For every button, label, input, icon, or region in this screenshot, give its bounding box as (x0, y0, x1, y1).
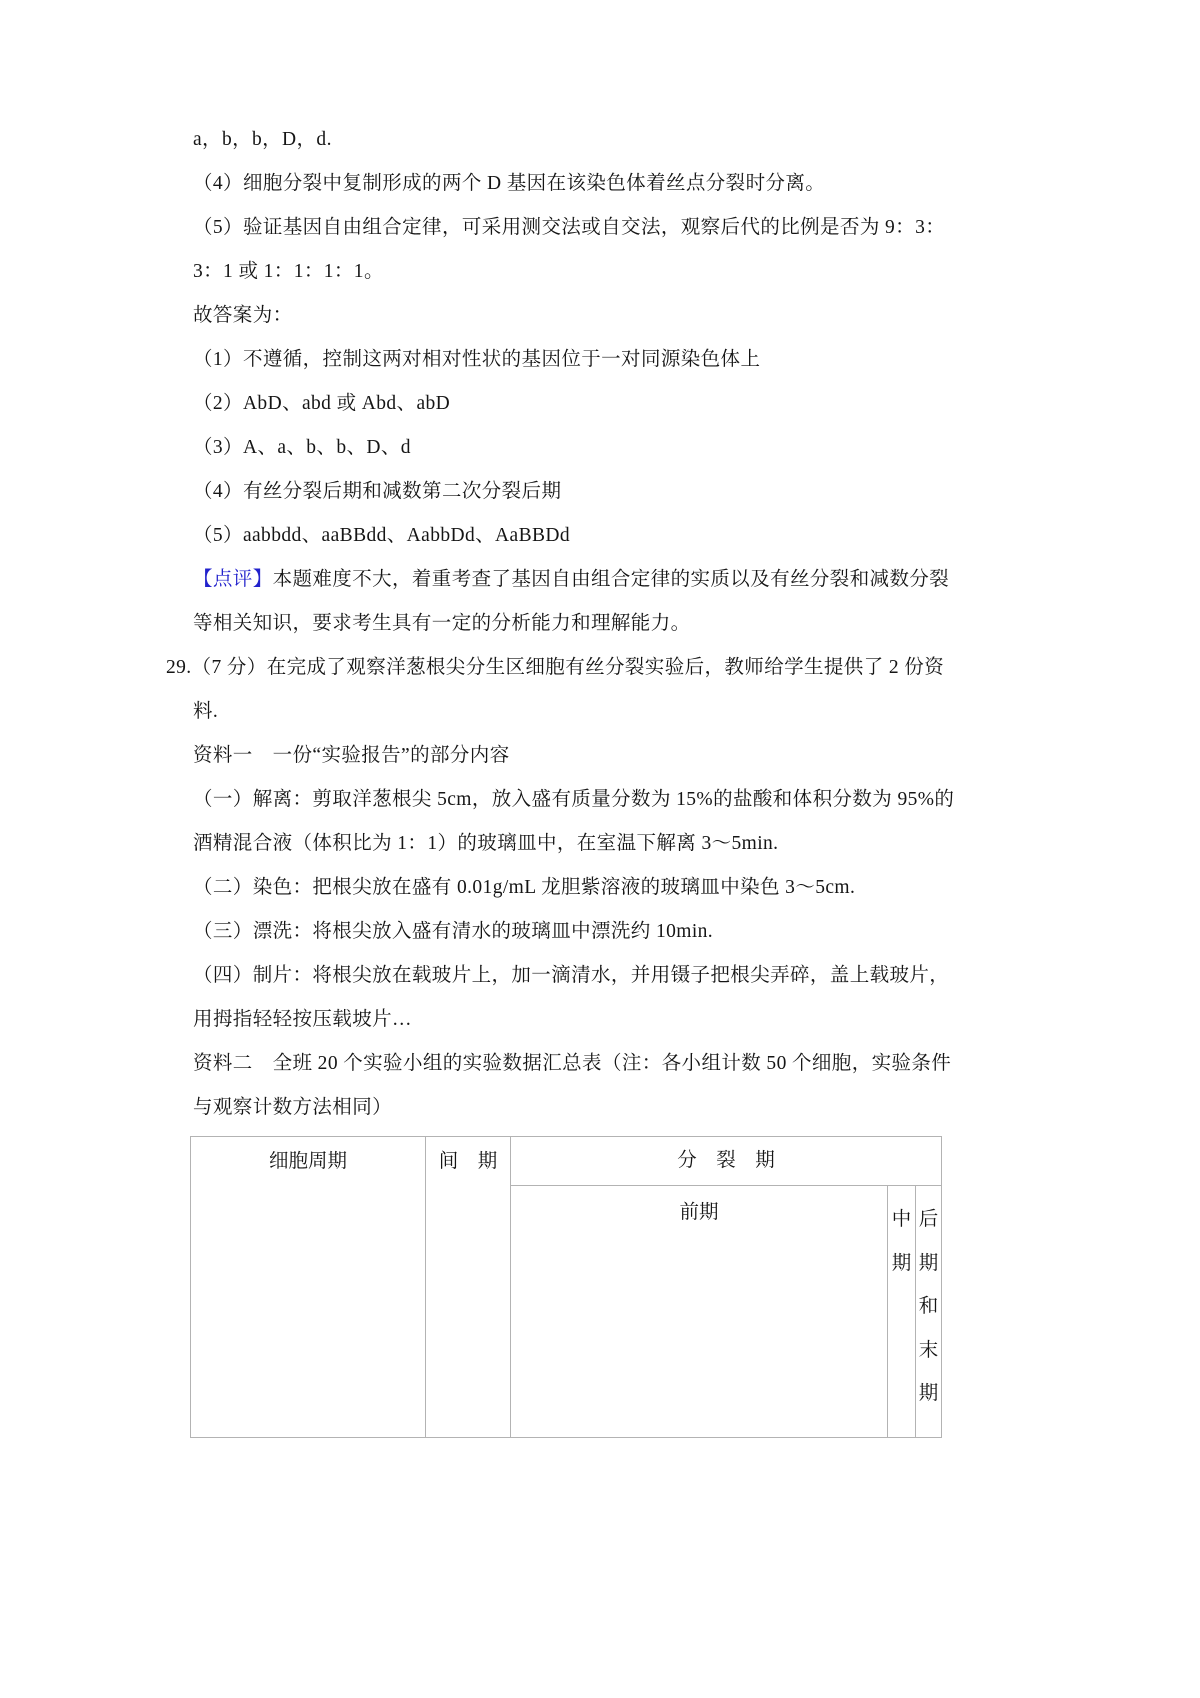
text-line (193, 602, 1033, 646)
text-line (166, 646, 1033, 690)
text-run: （3）A、a、b、b、D、d (193, 437, 411, 458)
dianping-label: 【点评】 (193, 569, 273, 590)
text-run: 资料一 一份“实验报告”的部分内容 (193, 745, 510, 766)
text-line (193, 1086, 1033, 1130)
text-line (193, 382, 1033, 426)
text-line (193, 910, 1033, 954)
text-run: 资料二 全班 20 个实验小组的实验数据汇总表（注：各小组计数 50 个细胞，实验条件 (193, 1053, 952, 1074)
text-line (193, 426, 1033, 470)
prophase-header: 前期 (511, 1186, 888, 1438)
interphase-header: 间 期 (426, 1137, 511, 1438)
text-line (193, 954, 1033, 998)
text-run: 酒精混合液（体积比为 1：1）的玻璃皿中，在室温下解离 3～5min. (193, 833, 779, 854)
text-run: 与观察计数方法相同） (193, 1097, 393, 1118)
text-line (193, 734, 1033, 778)
text-run: （二）染色：把根尖放在盛有 0.01g/mL 龙胆紫溶液的玻璃皿中染色 3～5cm. (193, 877, 856, 898)
text-run: 本题难度不大，着重考查了基因自由组合定律的实质以及有丝分裂和减数分裂 (272, 569, 950, 590)
text-run: （4）有丝分裂后期和减数第二次分裂后期 (193, 481, 562, 502)
text-line (193, 998, 1033, 1042)
text-run: （四）制片：将根尖放在载玻片上，加一滴清水，并用镊子把根尖弄碎，盖上载玻片， (193, 965, 950, 986)
text-run: （4）细胞分裂中复制形成的两个 D 基因在该染色体着丝点分裂时分离。 (193, 173, 826, 194)
text-line (193, 558, 1033, 602)
cell-cycle-header: 细胞周期 (191, 1137, 426, 1438)
text-run: 故答案为： (193, 305, 293, 326)
text-line (193, 1042, 1033, 1086)
text-line (193, 206, 1033, 250)
text-run: 用拇指轻轻按压载坡片… (193, 1009, 412, 1030)
metaphase-header: 中期 (888, 1186, 916, 1438)
text-run: （一）解离：剪取洋葱根尖 5cm，放入盛有质量分数为 15%的盐酸和体积分数为 95%的 (193, 789, 955, 810)
text-line (193, 294, 1033, 338)
text-line (193, 514, 1033, 558)
document-lines (166, 118, 1033, 1130)
text-line (193, 118, 1033, 162)
text-run: 等相关知识，要求考生具有一定的分析能力和理解能力。 (193, 613, 691, 634)
ana-telophase-header: 后期和末期 (916, 1186, 942, 1438)
text-run: （2）AbD、abd 或 Abd、abD (193, 393, 451, 414)
text-run: 3：1 或 1：1：1：1。 (193, 261, 384, 282)
text-line (193, 778, 1033, 822)
text-line (193, 162, 1033, 206)
text-line (193, 250, 1033, 294)
text-run: 料. (193, 701, 219, 722)
text-run: （1）不遵循，控制这两对相对性状的基因位于一对同源染色体上 (193, 349, 761, 370)
text-run: （5）验证基因自由组合定律，可采用测交法或自交法，观察后代的比例是否为 9：3： (193, 217, 946, 238)
text-run: （5）aabbdd、aaBBdd、AabbDd、AaBBDd (193, 525, 571, 546)
text-line (193, 338, 1033, 382)
text-line (193, 690, 1033, 734)
text-line (193, 470, 1033, 514)
text-run: a，b，b，D，d. (193, 129, 332, 150)
division-period-header: 分 裂 期 (511, 1137, 942, 1186)
mitosis-data-table (190, 1136, 942, 1438)
text-run: （三）漂洗：将根尖放入盛有清水的玻璃皿中漂洗约 10min. (193, 921, 714, 942)
text-line (193, 866, 1033, 910)
text-line (193, 822, 1033, 866)
text-run: 29.（7 分）在完成了观察洋葱根尖分生区细胞有丝分裂实验后，教师给学生提供了 2 份资 (166, 657, 945, 678)
